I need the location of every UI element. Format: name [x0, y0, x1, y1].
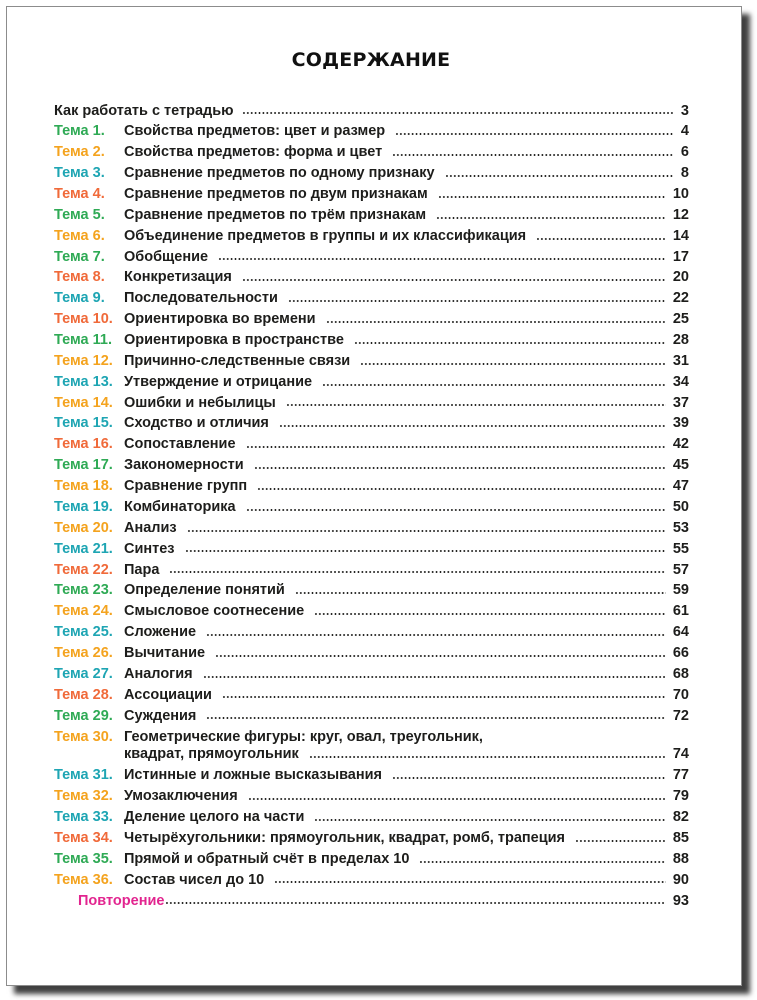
- page-number: 14: [672, 227, 689, 244]
- dot-leader: [392, 154, 674, 156]
- topic-label: Тема 20.: [54, 519, 113, 536]
- topic-label: Тема 19.: [54, 498, 113, 515]
- page-number: 47: [672, 478, 689, 495]
- toc-entry: [54, 580, 689, 601]
- page-number: 61: [672, 603, 689, 620]
- page-number: 66: [672, 644, 689, 661]
- toc-entry: [54, 455, 689, 476]
- page-number: 64: [672, 624, 689, 641]
- topic-label: Тема 23.: [54, 582, 113, 599]
- dot-leader: [248, 798, 666, 800]
- topic-title: Свойства предметов: форма и цвет: [124, 144, 383, 161]
- topic-label: Тема 27.: [54, 665, 113, 682]
- toc-entry-intro: [54, 101, 689, 122]
- topic-title: Геометрические фигуры: круг, овал, треугольник,: [124, 729, 483, 746]
- topic-title: Ошибки и небылицы: [124, 394, 276, 411]
- dot-leader: [187, 530, 666, 532]
- dot-leader: [286, 404, 666, 406]
- page-number: 37: [672, 394, 689, 411]
- topic-title: Сопоставление: [124, 436, 236, 453]
- page-number: 31: [672, 352, 689, 369]
- page-number: 20: [672, 269, 689, 286]
- topic-label: Тема 3.: [54, 165, 105, 182]
- toc-entry: [54, 330, 689, 351]
- topic-title-continuation: квадрат, прямоугольник: [124, 746, 299, 763]
- topic-title-second-line: [124, 746, 689, 763]
- toc-entry-review: [54, 891, 689, 912]
- page-number: 57: [672, 561, 689, 578]
- dot-leader: [354, 342, 666, 344]
- toc-entry: [54, 518, 689, 539]
- toc-entry: [54, 351, 689, 372]
- page-number: 88: [672, 850, 689, 867]
- toc-entry: [54, 142, 689, 163]
- dot-leader: [222, 696, 666, 698]
- topic-title: Сравнение предметов по одному признаку: [124, 165, 435, 182]
- table-of-contents: [54, 101, 689, 912]
- topic-title: Ассоциации: [124, 686, 212, 703]
- topic-title: Прямой и обратный счёт в пределах 10: [124, 850, 410, 867]
- page-number: 82: [672, 809, 689, 826]
- toc-entry: [54, 786, 689, 807]
- toc-entry: [54, 309, 689, 330]
- toc-entry: [54, 184, 689, 205]
- topic-label: Тема 16.: [54, 436, 113, 453]
- page-number: 10: [672, 186, 689, 203]
- topic-label: Тема 1.: [54, 123, 105, 140]
- topic-title: Состав чисел до 10: [124, 871, 265, 888]
- dot-leader: [322, 384, 666, 386]
- dot-leader: [392, 777, 666, 779]
- page-number: 22: [672, 290, 689, 307]
- topic-label: Тема 4.: [54, 186, 105, 203]
- topic-title: Утверждение и отрицание: [124, 373, 313, 390]
- topic-title: Сравнение предметов по двум признакам: [124, 186, 428, 203]
- topic-title: Ориентировка во времени: [124, 311, 316, 328]
- topic-title: Определение понятий: [124, 582, 285, 599]
- toc-entry: [54, 434, 689, 455]
- topic-label: Тема 29.: [54, 707, 113, 724]
- toc-entry: [54, 393, 689, 414]
- topic-label: Тема 36.: [54, 871, 113, 888]
- dot-leader: [218, 258, 666, 260]
- toc-entry: [54, 828, 689, 849]
- dot-leader: [203, 676, 666, 678]
- topic-label: Тема 25.: [54, 624, 113, 641]
- toc-entry: [54, 476, 689, 497]
- topic-label: Тема 21.: [54, 540, 113, 557]
- page-number: 42: [672, 436, 689, 453]
- dot-leader: [436, 217, 666, 219]
- topic-title: Деление целого на части: [124, 809, 305, 826]
- toc-entry: [54, 807, 689, 828]
- toc-entry: [54, 205, 689, 226]
- toc-entry: [54, 226, 689, 247]
- dot-leader: [246, 446, 666, 448]
- topic-label: Тема 31.: [54, 767, 113, 784]
- topic-label: Тема 5.: [54, 206, 105, 223]
- toc-entry: [54, 601, 689, 622]
- topic-title: Сравнение групп: [124, 478, 248, 495]
- topic-title: Пара: [124, 561, 160, 578]
- topic-title: Сравнение предметов по трём признакам: [124, 206, 427, 223]
- topic-title: Объединение предметов в группы и их классификация: [124, 227, 527, 244]
- topic-label: Тема 24.: [54, 603, 113, 620]
- topic-label: Тема 9.: [54, 290, 105, 307]
- toc-entry: [54, 849, 689, 870]
- topic-label: Тема 12.: [54, 352, 113, 369]
- page-number: 68: [672, 665, 689, 682]
- page-number: 25: [672, 311, 689, 328]
- dot-leader: [242, 112, 674, 114]
- toc-entry: [54, 560, 689, 581]
- dot-leader: [438, 196, 666, 198]
- toc-entry: [54, 539, 689, 560]
- topic-label: Тема 10.: [54, 311, 113, 328]
- dot-leader: [274, 881, 666, 883]
- dot-leader: [314, 613, 666, 615]
- topic-title: Причинно-следственные связи: [124, 352, 351, 369]
- toc-entry: [54, 121, 689, 142]
- topic-title: Суждения: [124, 707, 197, 724]
- toc-entry: [54, 664, 689, 685]
- toc-entry-title: Как работать с тетрадью: [54, 102, 234, 119]
- page-number: 45: [672, 457, 689, 474]
- topic-label: Тема 34.: [54, 829, 113, 846]
- page-number: 34: [672, 373, 689, 390]
- page-number: 3: [680, 102, 689, 119]
- topic-label: Тема 28.: [54, 686, 113, 703]
- topic-title: Синтез: [124, 540, 175, 557]
- dot-leader: [185, 550, 666, 552]
- dot-leader: [314, 819, 665, 821]
- topic-label: Тема 2.: [54, 144, 105, 161]
- toc-entry: [54, 726, 689, 765]
- dot-leader: [360, 363, 666, 365]
- topic-label: Тема 8.: [54, 269, 105, 286]
- dot-leader: [279, 425, 666, 427]
- topic-label: Тема 15.: [54, 415, 113, 432]
- dot-leader: [169, 571, 665, 573]
- page-number: 85: [672, 829, 689, 846]
- toc-entry: [54, 413, 689, 434]
- page-number: 28: [672, 332, 689, 349]
- dot-leader: [309, 756, 666, 758]
- toc-entry: [54, 643, 689, 664]
- topic-title: Закономерности: [124, 457, 244, 474]
- topic-label: Тема 33.: [54, 809, 113, 826]
- topic-title: Последовательности: [124, 290, 278, 307]
- topic-label: Тема 30.: [54, 729, 113, 746]
- page-number: 53: [672, 519, 689, 536]
- toc-entry: [54, 706, 689, 727]
- page-number: 8: [680, 165, 689, 182]
- topic-title: Вычитание: [124, 644, 206, 661]
- topic-title: Комбинаторика: [124, 498, 236, 515]
- page-number: 6: [680, 144, 689, 161]
- topic-label: Тема 32.: [54, 788, 113, 805]
- dot-leader: [536, 238, 666, 240]
- topic-label: Тема 18.: [54, 478, 113, 495]
- page-number: 12: [672, 206, 689, 223]
- dot-leader: [575, 840, 666, 842]
- toc-entry: [54, 765, 689, 786]
- topic-title: Сложение: [124, 624, 197, 641]
- page-title: СОДЕРЖАНИЕ: [291, 49, 451, 71]
- topic-title: Анализ: [124, 519, 177, 536]
- topic-label: Тема 7.: [54, 248, 105, 265]
- page-number: 74: [672, 746, 689, 763]
- review-title: Повторение: [78, 892, 165, 909]
- topic-label: Тема 14.: [54, 394, 113, 411]
- toc-entry: [54, 267, 689, 288]
- topic-title: Смысловое соотнесение: [124, 603, 305, 620]
- toc-entry: [54, 685, 689, 706]
- toc-entry: [54, 247, 689, 268]
- dot-leader: [254, 467, 666, 469]
- page-number: 50: [672, 498, 689, 515]
- topic-title: Сходство и отличия: [124, 415, 269, 432]
- topic-title: Умозаключения: [124, 788, 238, 805]
- dot-leader: [215, 655, 666, 657]
- topic-title: Обобщение: [124, 248, 209, 265]
- topic-label: Тема 6.: [54, 227, 105, 244]
- dot-leader: [257, 488, 666, 490]
- dot-leader: [445, 175, 674, 177]
- toc-entry: [54, 163, 689, 184]
- topic-label: Тема 13.: [54, 373, 113, 390]
- topic-title: Свойства предметов: цвет и размер: [124, 123, 386, 140]
- toc-entry: [54, 870, 689, 891]
- topic-title: Конкретизация: [124, 269, 232, 286]
- page-number: 72: [672, 707, 689, 724]
- toc-entry: [54, 372, 689, 393]
- topic-title: Ориентировка в пространстве: [124, 332, 344, 349]
- topic-label: Тема 17.: [54, 457, 113, 474]
- page-number: 77: [672, 767, 689, 784]
- page-number: 93: [672, 892, 689, 909]
- page-number: 70: [672, 686, 689, 703]
- dot-leader: [395, 133, 674, 135]
- topic-label: Тема 26.: [54, 644, 113, 661]
- page-number: 39: [672, 415, 689, 432]
- topic-label: Тема 11.: [54, 332, 112, 349]
- page-number: 90: [672, 871, 689, 888]
- dot-leader: [326, 321, 666, 323]
- dot-leader: [165, 902, 665, 904]
- dot-leader: [206, 717, 665, 719]
- topic-label: Тема 35.: [54, 850, 113, 867]
- topic-title: Аналогия: [124, 665, 193, 682]
- toc-entry: [54, 497, 689, 518]
- toc-entry: [54, 288, 689, 309]
- page-number: 59: [672, 582, 689, 599]
- dot-leader: [206, 634, 666, 636]
- topic-label: Тема 22.: [54, 561, 113, 578]
- dot-leader: [288, 300, 666, 302]
- page-sheet: [6, 6, 742, 986]
- page-number: 55: [672, 540, 689, 557]
- dot-leader: [242, 279, 666, 281]
- dot-leader: [246, 509, 666, 511]
- dot-leader: [419, 861, 665, 863]
- dot-leader: [295, 592, 666, 594]
- topic-title: Истинные и ложные высказывания: [124, 767, 383, 784]
- toc-entry: [54, 622, 689, 643]
- page-number: 17: [672, 248, 689, 265]
- topic-title-block: [124, 729, 689, 763]
- topic-title: Четырёхугольники: прямоугольник, квадрат, ромб, трапеция: [124, 829, 565, 846]
- page-number: 79: [672, 788, 689, 805]
- page-number: 4: [680, 123, 689, 140]
